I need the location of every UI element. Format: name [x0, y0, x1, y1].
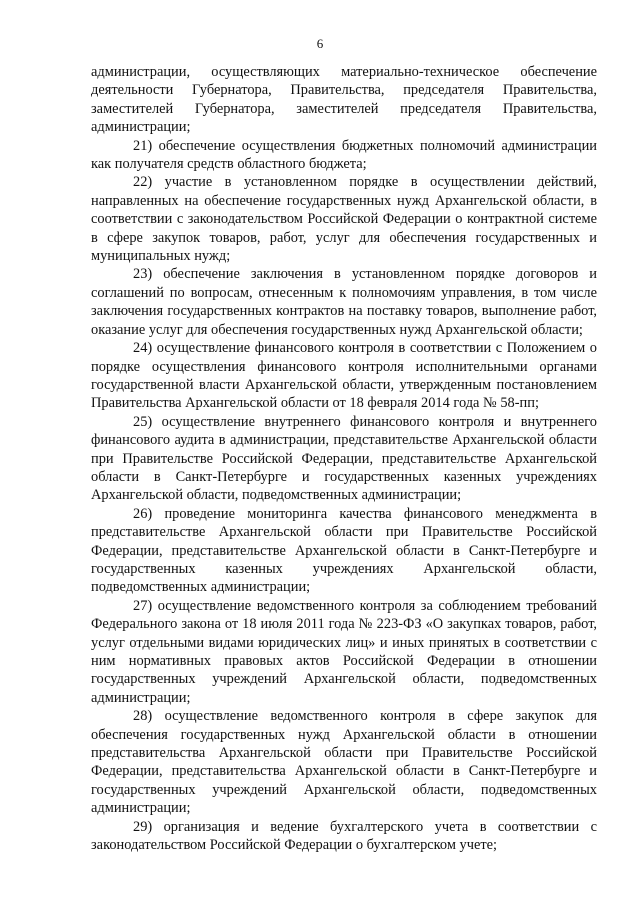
- paragraph-item-23: 23) обеспечение заключения в установленном порядке договоров и соглашений по вопросам, отнесенным к полномочиям управления, в том числе заключения государственных контрактов на поставку товаров, выполнение работ, оказание услуг для обеспечения государственных нужд Архангельской области;: [91, 266, 597, 338]
- document-body: [91, 63, 597, 854]
- paragraph-item-21: 21) обеспечение осуществления бюджетных полномочий администрации как получателя средств областного бюджета;: [91, 137, 597, 173]
- paragraph-item-28: 28) осуществление ведомственного контроля в сфере закупок для обеспечения государственных нужд Архангельской области в отношении представительства Архангельской области при Правительстве Российской Федерации, представительства Архангельской области в Санкт-Петербурге и государственных учреждений Архангельской области, подведомственных администрации;: [91, 708, 597, 817]
- paragraph-item-25: 25) осуществление внутреннего финансового контроля и внутреннего финансового аудита в администрации, представительстве Архангельской области при Правительстве Российской Федерации, представительстве Архангельской области в Санкт-Петербурге и государственных казенных учреждениях Архангельской области, подведомственных администрации;: [91, 413, 597, 504]
- paragraph-continuation: администрации, осуществляющих материально-техническое обеспечение деятельности Губернатора, Правительства, председателя Правительства, заместителей Губернатора, заместителей председателя Правительства, администрации;: [91, 64, 597, 136]
- paragraph-item-29: 29) организация и ведение бухгалтерского учета в соответствии с законодательством Российской Федерации о бухгалтерском учете;: [91, 818, 597, 854]
- paragraph-item-22: 22) участие в установленном порядке в осуществлении действий, направленных на обеспечение государственных нужд Архангельской области, в соответствии с законодательством Российской Федерации о контрактной системе в сфере закупок товаров, работ, услуг для обеспечения государственных и муниципальных нужд;: [91, 174, 597, 265]
- paragraph-item-27: 27) осуществление ведомственного контроля за соблюдением требований Федерального закона от 18 июля 2011 года № 223-ФЗ «О закупках товаров, работ, услуг отдельными видами юридических лиц» и иных принятых в соответствии с ним нормативных правовых актов Российской Федерации в отношении государственных учреждений Архангельской области, подведомственных администрации;: [91, 597, 597, 706]
- page-number: 6: [316, 36, 324, 51]
- paragraph-item-26: 26) проведение мониторинга качества финансового менеджмента в представительстве Архангельской области при Правительстве Российской Федерации, представительстве Архангельской области в Санкт-Петербурге и государственных казенных учреждениях Архангельской области, подведомственных администрации;: [91, 505, 597, 596]
- paragraph-item-24: 24) осуществление финансового контроля в соответствии с Положением о порядке осуществления финансового контроля исполнительными органами государственной власти Архангельской области, утвержденным постановлением Правительства Архангельской области от 18 февраля 2014 года № 58-пп;: [91, 340, 597, 412]
